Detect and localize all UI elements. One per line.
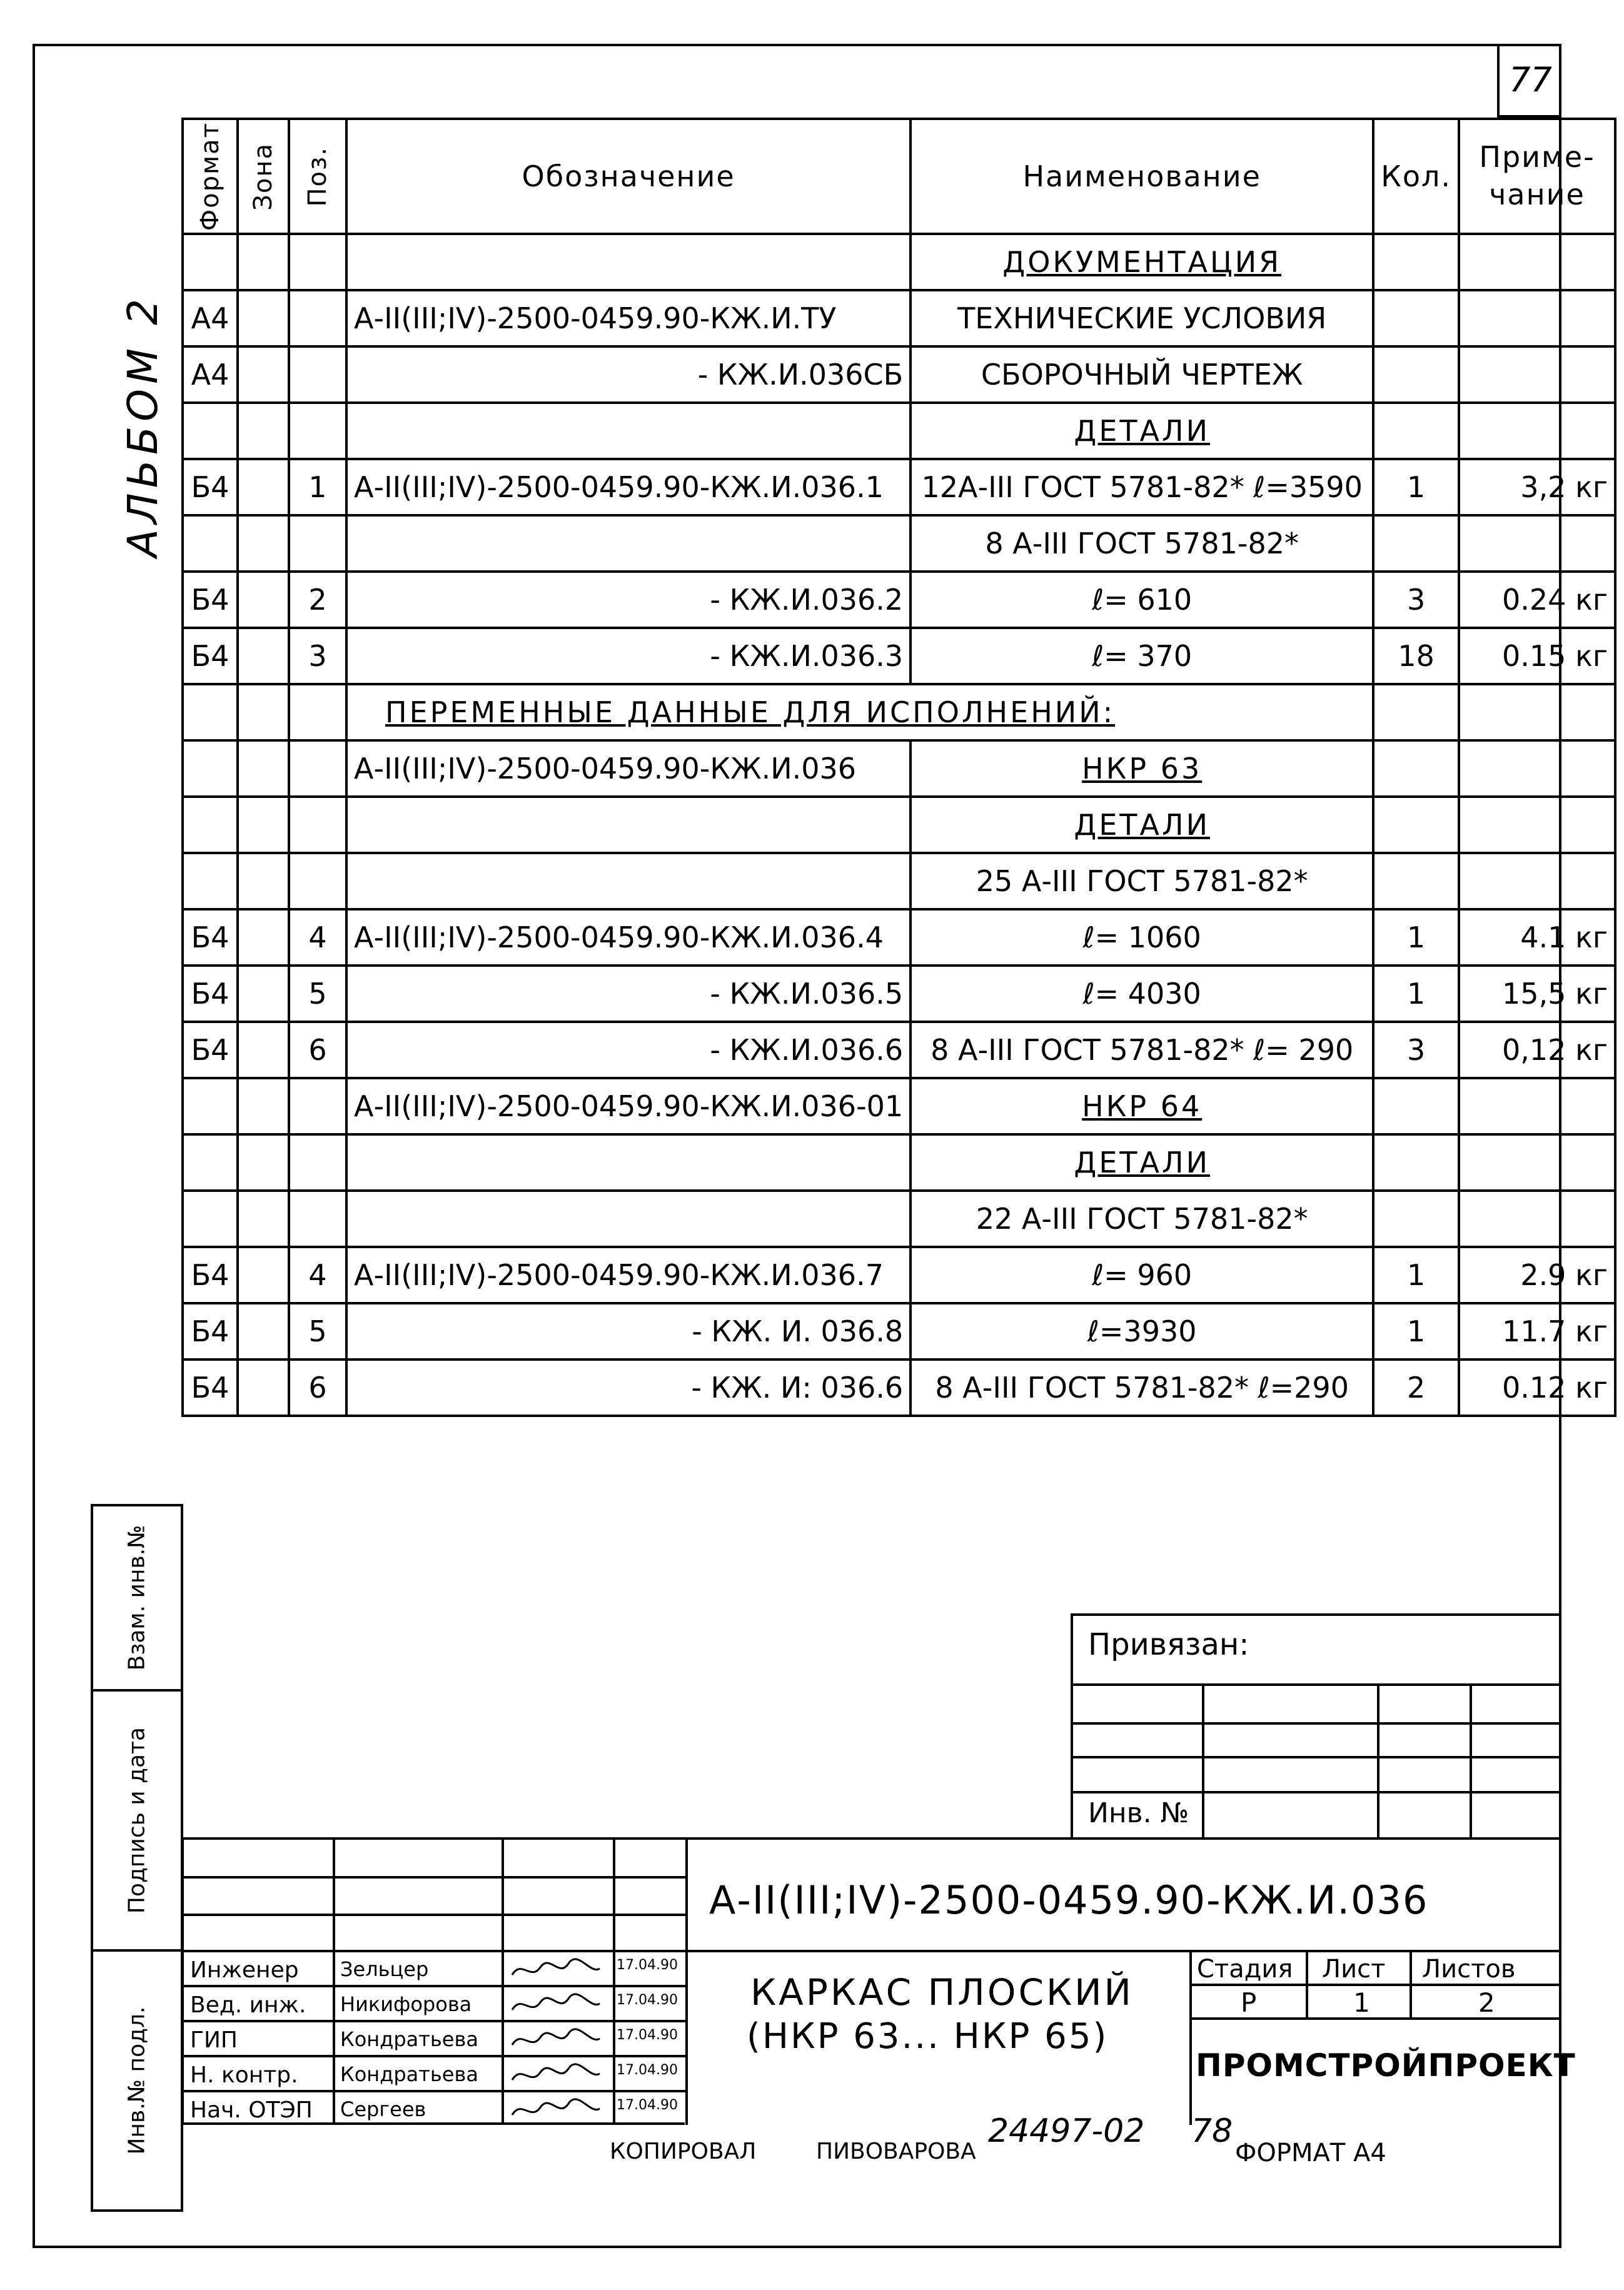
header-format: Формат <box>183 119 238 234</box>
cell-zone <box>238 234 289 290</box>
cell-pos <box>289 797 346 853</box>
cell-pos: 2 <box>289 572 346 628</box>
cell-note: 2.9 кг <box>1459 1247 1615 1303</box>
cell-qty: 1 <box>1373 1247 1459 1303</box>
cell-designation: А-II(III;IV)-2500-0459.90-КЖ.И.ТУ <box>346 290 910 346</box>
side-podpis-data <box>91 1689 183 1952</box>
table-row <box>183 403 1615 459</box>
cell-designation: А-II(III;IV)-2500-0459.90-КЖ.И.036.7 <box>346 1247 910 1303</box>
table-row <box>183 909 1615 966</box>
page-number: 77 <box>1497 44 1561 118</box>
cell-format <box>183 797 238 853</box>
cell-format: Б4 <box>183 1247 238 1303</box>
cell-format <box>183 403 238 459</box>
cell-pos: 3 <box>289 628 346 684</box>
cell-qty: 1 <box>1373 909 1459 966</box>
cell-qty <box>1373 684 1459 740</box>
cell-qty <box>1373 853 1459 909</box>
cell-designation <box>346 515 910 572</box>
staff-name: Кондратьева <box>340 2062 478 2086</box>
cell-pos <box>289 684 346 740</box>
header-name: Наименование <box>910 119 1373 234</box>
cell-qty: 3 <box>1373 1022 1459 1078</box>
cell-note: 15,5 кг <box>1459 966 1615 1022</box>
cell-qty: 1 <box>1373 459 1459 515</box>
copied-by: ПИВОВАРОВА <box>816 2139 976 2164</box>
cell-pos: 4 <box>289 1247 346 1303</box>
cell-zone <box>238 1191 289 1247</box>
cell-note <box>1459 290 1615 346</box>
cell-format: А4 <box>183 290 238 346</box>
rule <box>685 1840 688 2125</box>
side-vzam-inv <box>91 1504 183 1692</box>
cell-qty <box>1373 1191 1459 1247</box>
cell-pos <box>289 1078 346 1134</box>
cell-note: 3,2 кг <box>1459 459 1615 515</box>
rule <box>613 1840 615 2125</box>
cell-qty: 2 <box>1373 1359 1459 1416</box>
cell-note: 11.7 кг <box>1459 1303 1615 1359</box>
cell-designation: А-II(III;IV)-2500-0459.90-КЖ.И.036 <box>346 740 910 797</box>
cell-note <box>1459 684 1615 740</box>
table-row <box>183 1247 1615 1303</box>
cell-qty <box>1373 740 1459 797</box>
table-row <box>183 1022 1615 1078</box>
cell-format: А4 <box>183 346 238 403</box>
table-row <box>183 1359 1615 1416</box>
cell-pos: 4 <box>289 909 346 966</box>
album-label: АЛЬБОМ 2 <box>119 294 167 558</box>
cell-name: НКР 64 <box>910 1078 1373 1134</box>
sheets-value: 2 <box>1478 1987 1495 2018</box>
title-block <box>181 1837 1576 2125</box>
staff-role: Нач. ОТЭП <box>190 2097 313 2123</box>
cell-name: ДОКУМЕНТАЦИЯ <box>910 234 1373 290</box>
cell-note <box>1459 403 1615 459</box>
rule <box>1189 1950 1192 2125</box>
cell-qty <box>1373 234 1459 290</box>
table-row <box>183 853 1615 909</box>
header-pos: Поз. <box>289 119 346 234</box>
rule <box>1073 1756 1561 1758</box>
cell-designation <box>346 1191 910 1247</box>
specification-table <box>181 118 1616 1417</box>
archive-sheet: 78 <box>1191 2112 1233 2150</box>
cell-qty <box>1373 290 1459 346</box>
cell-zone <box>238 1134 289 1191</box>
cell-format <box>183 1134 238 1191</box>
cell-format <box>183 1191 238 1247</box>
rule <box>1202 1683 1204 1840</box>
header-qty: Кол. <box>1373 119 1459 234</box>
cell-note <box>1459 740 1615 797</box>
table-header-row <box>183 119 1615 234</box>
cell-designation: - КЖ.И.036.3 <box>346 628 910 684</box>
cell-pos <box>289 403 346 459</box>
cell-pos <box>289 515 346 572</box>
cell-name: 8 А-III ГОСТ 5781-82* ℓ= 290 <box>910 1022 1373 1078</box>
staff-role: ГИП <box>190 2027 238 2053</box>
rule <box>184 2090 685 2092</box>
table-row <box>183 572 1615 628</box>
cell-note <box>1459 1134 1615 1191</box>
cell-note: 0,12 кг <box>1459 1022 1615 1078</box>
cell-zone <box>238 459 289 515</box>
cell-designation: - КЖ.И.036.2 <box>346 572 910 628</box>
cell-pos <box>289 1191 346 1247</box>
rule <box>1377 1683 1379 1840</box>
staff-role: Вед. инж. <box>190 1992 306 2018</box>
cell-designation: - КЖ.И.036.5 <box>346 966 910 1022</box>
cell-name: СБОРОЧНЫЙ ЧЕРТЕЖ <box>910 346 1373 403</box>
document-title: КАРКАС ПЛОСКИЙ <box>750 1971 1134 2014</box>
cell-format <box>183 234 238 290</box>
cell-note <box>1459 234 1615 290</box>
cell-name: ℓ= 960 <box>910 1247 1373 1303</box>
side-vzam-label: Взам. инв.№ <box>124 1525 150 1671</box>
staff-date: 17.04.90 <box>617 1957 678 1973</box>
cell-designation <box>346 403 910 459</box>
cell-designation: А-II(III;IV)-2500-0459.90-КЖ.И.036.1 <box>346 459 910 515</box>
cell-name: ℓ= 610 <box>910 572 1373 628</box>
cell-note: 0.12 кг <box>1459 1359 1615 1416</box>
table-row <box>183 234 1615 290</box>
rule <box>184 2055 685 2057</box>
cell-zone <box>238 909 289 966</box>
table-row <box>183 797 1615 853</box>
cell-pos <box>289 234 346 290</box>
table-row <box>183 515 1615 572</box>
rule <box>1189 1984 1561 1986</box>
cell-format: Б4 <box>183 628 238 684</box>
table-row <box>183 740 1615 797</box>
staff-date: 17.04.90 <box>617 2062 678 2078</box>
staff-name: Кондратьева <box>340 2027 478 2051</box>
cell-designation: - КЖ.И.036СБ <box>346 346 910 403</box>
cell-format <box>183 740 238 797</box>
cell-qty: 18 <box>1373 628 1459 684</box>
table-row <box>183 459 1615 515</box>
header-designation: Обозначение <box>346 119 910 234</box>
cell-qty <box>1373 1078 1459 1134</box>
cell-note <box>1459 1191 1615 1247</box>
cell-pos <box>289 346 346 403</box>
rule <box>1073 1683 1561 1686</box>
cell-name: 22 А-III ГОСТ 5781-82* <box>910 1191 1373 1247</box>
cell-designation: А-II(III;IV)-2500-0459.90-КЖ.И.036.4 <box>346 909 910 966</box>
sheet-value: 1 <box>1353 1987 1370 2018</box>
cell-zone <box>238 403 289 459</box>
table-row <box>183 1303 1615 1359</box>
staff-name: Зельцер <box>340 1957 429 1981</box>
cell-zone <box>238 1303 289 1359</box>
rule <box>333 1840 335 2125</box>
cell-zone <box>238 515 289 572</box>
cell-pos: 5 <box>289 1303 346 1359</box>
stage-label: Стадия <box>1197 1955 1293 1984</box>
cell-note: 4.1 кг <box>1459 909 1615 966</box>
privyazan-label: Привязан: <box>1088 1627 1249 1662</box>
staff-role: Н. контр. <box>190 2062 298 2088</box>
side-podpis-label: Подпись и дата <box>124 1727 150 1914</box>
cell-format: Б4 <box>183 909 238 966</box>
cell-designation: - КЖ. И. 036.8 <box>346 1303 910 1359</box>
signature <box>509 1991 603 2024</box>
privyazan-block <box>1071 1613 1561 1840</box>
cell-note <box>1459 853 1615 909</box>
cell-pos: 5 <box>289 966 346 1022</box>
cell-format <box>183 1078 238 1134</box>
cell-designation <box>346 1134 910 1191</box>
cell-qty <box>1373 346 1459 403</box>
cell-note <box>1459 515 1615 572</box>
table-body <box>183 234 1615 1416</box>
cell-format: Б4 <box>183 1303 238 1359</box>
organization-name: ПРОМСТРОЙПРОЕКТ <box>1196 2047 1576 2084</box>
cell-note <box>1459 797 1615 853</box>
staff-name: Сергеев <box>340 2097 426 2121</box>
cell-qty: 1 <box>1373 1303 1459 1359</box>
cell-zone <box>238 740 289 797</box>
table-row <box>183 1078 1615 1134</box>
cell-format: Б4 <box>183 1359 238 1416</box>
table-row <box>183 684 1615 740</box>
cell-zone <box>238 684 289 740</box>
cell-name: ℓ= 4030 <box>910 966 1373 1022</box>
cell-name: ДЕТАЛИ <box>910 1134 1373 1191</box>
cell-pos <box>289 290 346 346</box>
cell-qty <box>1373 403 1459 459</box>
stage-value: Р <box>1241 1987 1257 2018</box>
cell-designation <box>346 853 910 909</box>
rule <box>1470 1683 1472 1840</box>
cell-variable-header: ПЕРЕМЕННЫЕ ДАННЫЕ ДЛЯ ИСПОЛНЕНИЙ: <box>346 684 1373 740</box>
cell-name: ℓ= 370 <box>910 628 1373 684</box>
cell-name: ДЕТАЛИ <box>910 797 1373 853</box>
signature <box>509 1956 603 1989</box>
side-inv-podl-label: Инв.№ подл. <box>124 2006 150 2155</box>
cell-format: Б4 <box>183 459 238 515</box>
rule <box>1073 1722 1561 1725</box>
rule <box>184 1950 1561 1952</box>
signature <box>509 2061 603 2094</box>
cell-designation <box>346 234 910 290</box>
cell-format: Б4 <box>183 572 238 628</box>
cell-pos: 6 <box>289 1359 346 1416</box>
cell-format: Б4 <box>183 1022 238 1078</box>
cell-name: 8 А-III ГОСТ 5781-82* <box>910 515 1373 572</box>
cell-zone <box>238 290 289 346</box>
table-row <box>183 290 1615 346</box>
rule <box>184 2020 685 2022</box>
cell-zone <box>238 797 289 853</box>
cell-designation: А-II(III;IV)-2500-0459.90-КЖ.И.036-01 <box>346 1078 910 1134</box>
cell-zone <box>238 1247 289 1303</box>
cell-name: ДЕТАЛИ <box>910 403 1373 459</box>
table-row <box>183 1134 1615 1191</box>
cell-zone <box>238 966 289 1022</box>
cell-pos <box>289 740 346 797</box>
cell-zone <box>238 346 289 403</box>
privyazan-inv-label: Инв. № <box>1088 1797 1189 1829</box>
rule <box>184 1985 685 1987</box>
cell-zone <box>238 628 289 684</box>
staff-role: Инженер <box>190 1957 299 1983</box>
rule <box>181 2122 685 2125</box>
cell-format <box>183 684 238 740</box>
staff-date: 17.04.90 <box>617 1992 678 2008</box>
cell-zone <box>238 572 289 628</box>
cell-pos: 6 <box>289 1022 346 1078</box>
cell-zone <box>238 1022 289 1078</box>
copied-label: КОПИРОВАЛ <box>610 2139 757 2164</box>
format-text: ФОРМАТ А4 <box>1235 2139 1386 2167</box>
document-code: А-II(III;IV)-2500-0459.90-КЖ.И.036 <box>709 1877 1429 1923</box>
table-row <box>183 966 1615 1022</box>
rule <box>184 1876 685 1879</box>
cell-designation <box>346 797 910 853</box>
cell-format <box>183 853 238 909</box>
table-row <box>183 1191 1615 1247</box>
cell-zone <box>238 1078 289 1134</box>
staff-name: Никифорова <box>340 1992 472 2016</box>
rule <box>1073 1791 1561 1793</box>
rule <box>184 1914 685 1916</box>
rule <box>502 1840 504 2125</box>
cell-qty <box>1373 1134 1459 1191</box>
cell-name: НКР 63 <box>910 740 1373 797</box>
cell-qty: 1 <box>1373 966 1459 1022</box>
table-row <box>183 346 1615 403</box>
cell-format <box>183 515 238 572</box>
cell-pos: 1 <box>289 459 346 515</box>
cell-name: 12А-III ГОСТ 5781-82* ℓ=3590 <box>910 459 1373 515</box>
cell-note <box>1459 346 1615 403</box>
header-zone: Зона <box>238 119 289 234</box>
staff-date: 17.04.90 <box>617 2097 678 2113</box>
cell-note: 0.24 кг <box>1459 572 1615 628</box>
staff-date: 17.04.90 <box>617 2027 678 2043</box>
cell-zone <box>238 853 289 909</box>
cell-name: ℓ=3930 <box>910 1303 1373 1359</box>
signature <box>509 2026 603 2059</box>
cell-name: 8 А-III ГОСТ 5781-82* ℓ=290 <box>910 1359 1373 1416</box>
cell-zone <box>238 1359 289 1416</box>
cell-qty <box>1373 515 1459 572</box>
cell-pos <box>289 1134 346 1191</box>
cell-designation: - КЖ.И.036.6 <box>346 1022 910 1078</box>
cell-name: ℓ= 1060 <box>910 909 1373 966</box>
cell-name: ТЕХНИЧЕСКИЕ УСЛОВИЯ <box>910 290 1373 346</box>
table-row <box>183 628 1615 684</box>
cell-pos <box>289 853 346 909</box>
cell-note <box>1459 1078 1615 1134</box>
sheets-label: Листов <box>1422 1955 1516 1984</box>
header-note: Приме- чание <box>1459 119 1615 234</box>
side-inv-podl <box>91 1949 183 2212</box>
cell-name: 25 А-III ГОСТ 5781-82* <box>910 853 1373 909</box>
document-subtitle: (НКР 63... НКР 65) <box>747 2016 1109 2057</box>
archive-number: 24497-02 <box>988 2112 1145 2150</box>
sheet-label: Лист <box>1322 1955 1386 1984</box>
cell-designation: - КЖ. И: 036.6 <box>346 1359 910 1416</box>
cell-note: 0.15 кг <box>1459 628 1615 684</box>
cell-qty <box>1373 797 1459 853</box>
cell-qty: 3 <box>1373 572 1459 628</box>
cell-format: Б4 <box>183 966 238 1022</box>
